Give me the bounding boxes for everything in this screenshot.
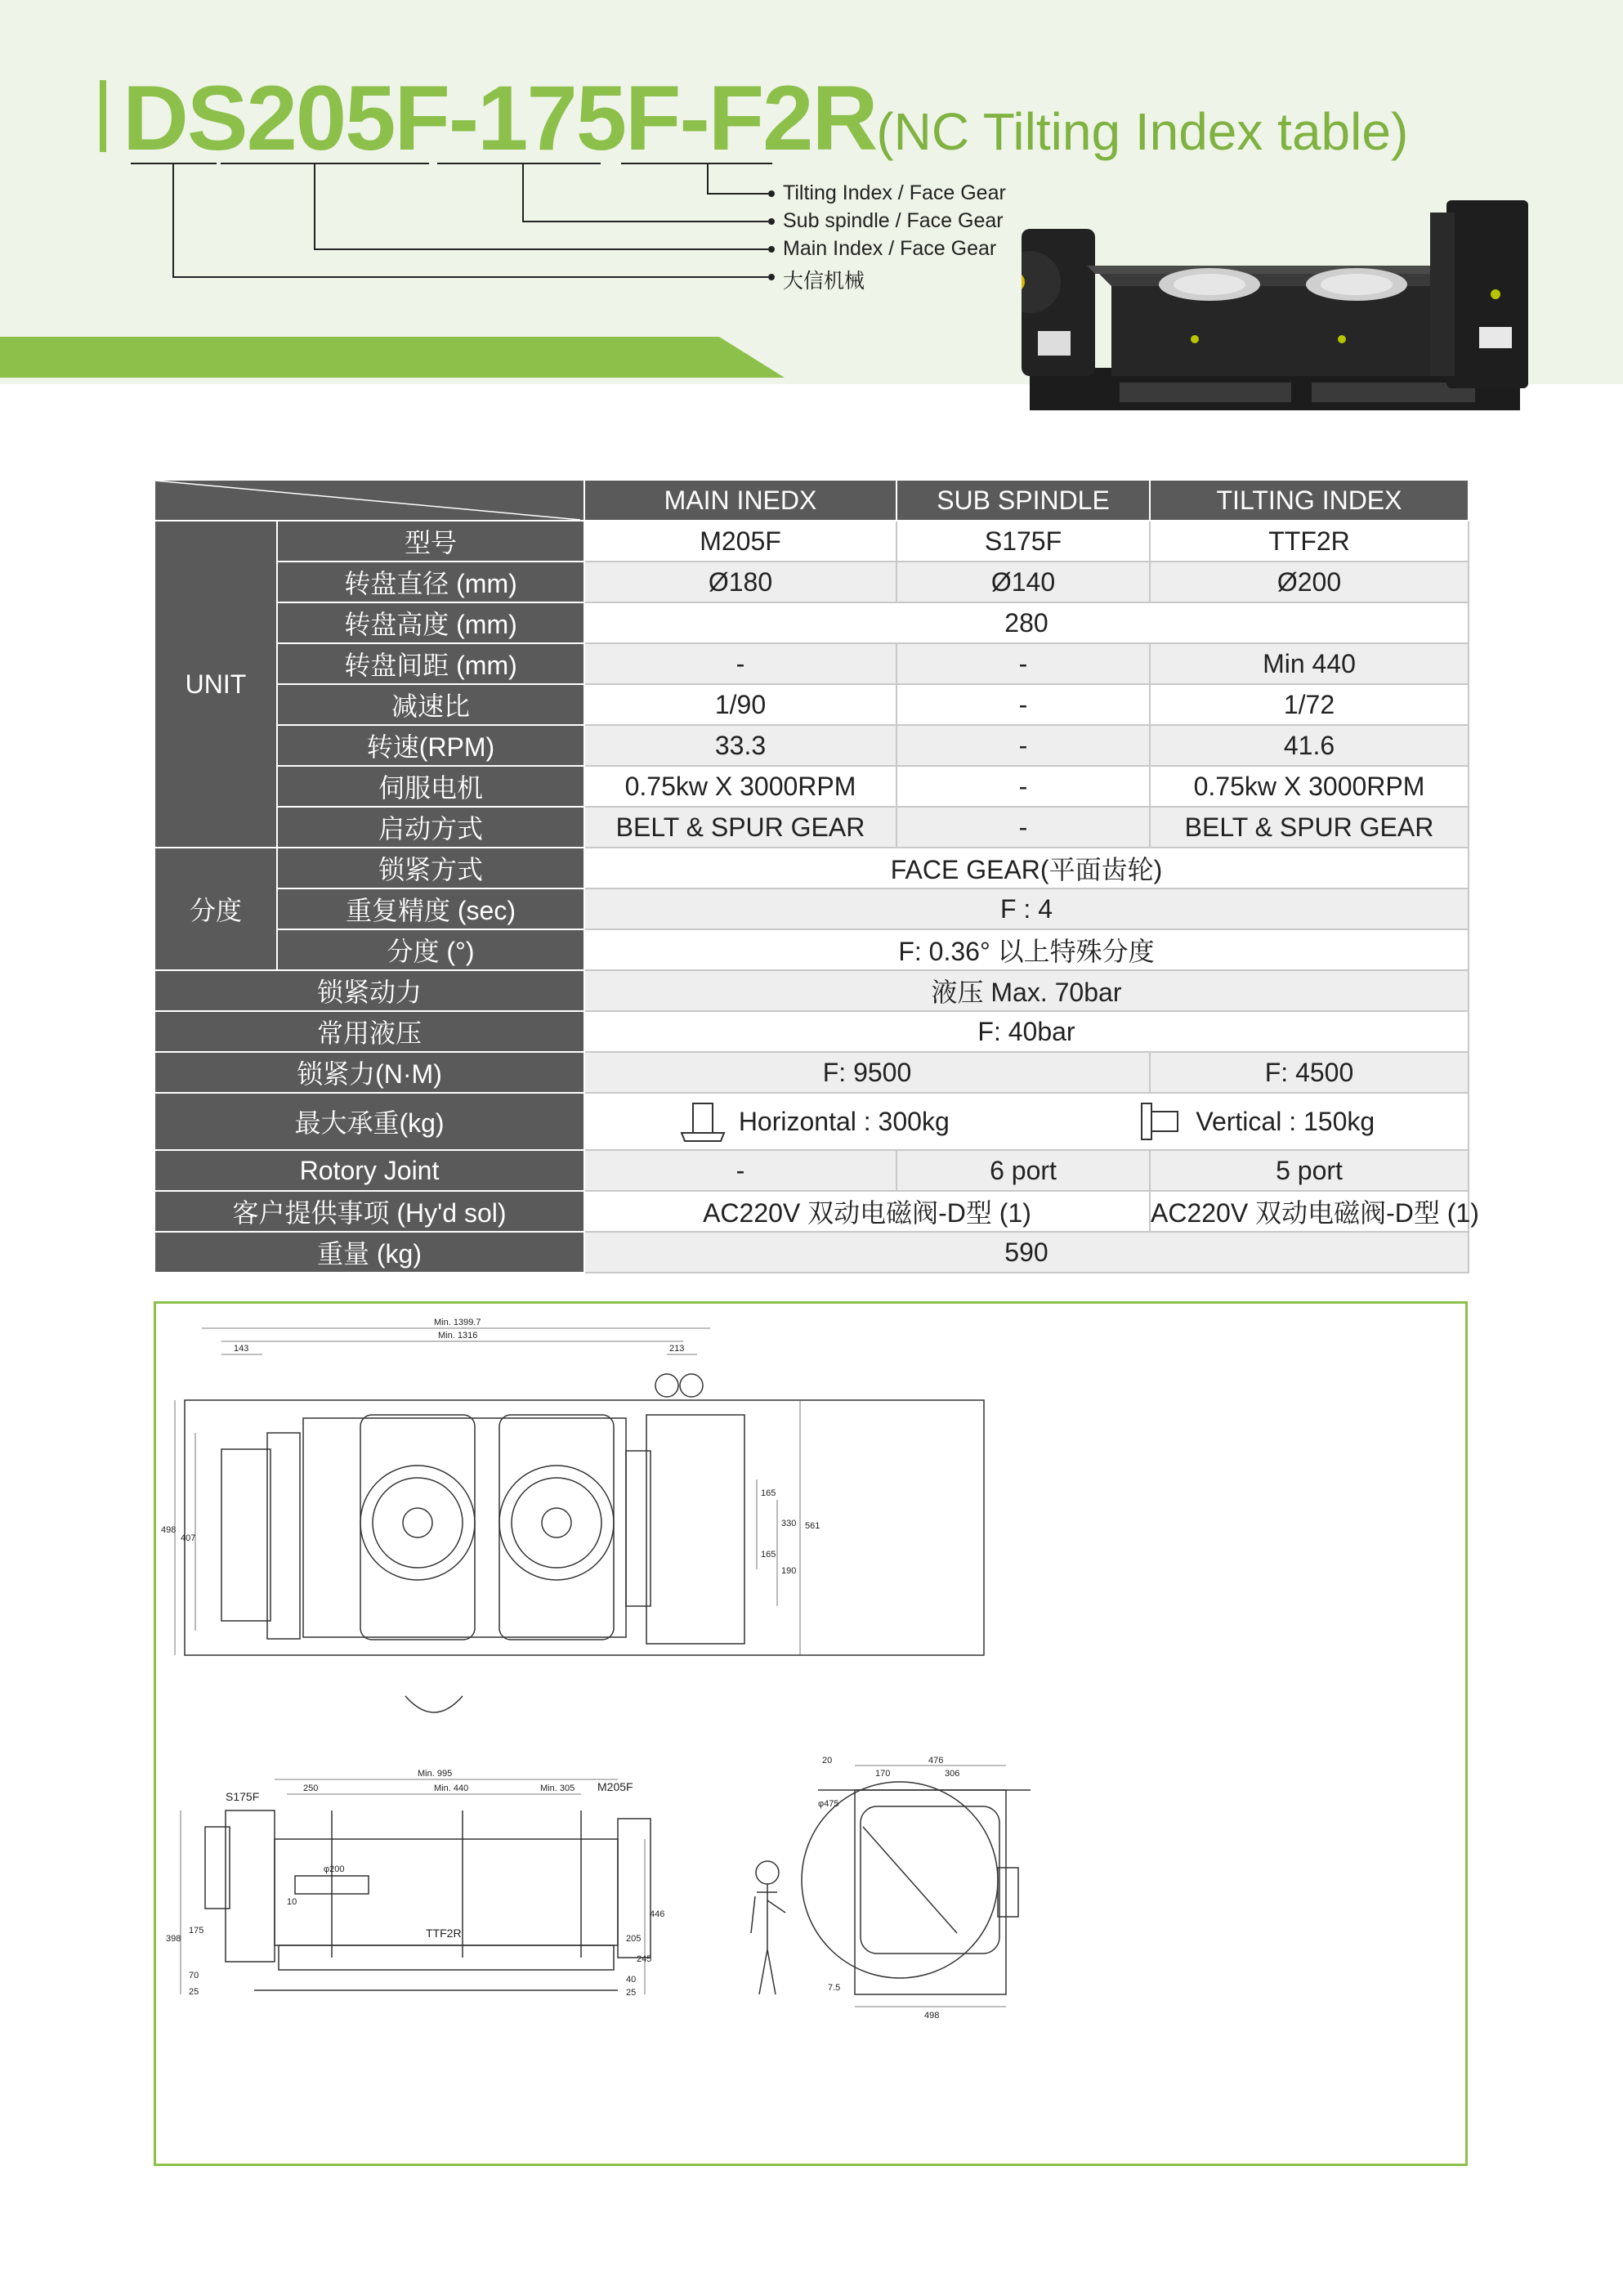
row-label: 重量 (kg) <box>154 1232 584 1273</box>
dim-label: 245 <box>637 1954 652 1964</box>
dim-label: 25 <box>626 1988 637 1998</box>
dim-label: 561 <box>805 1521 820 1531</box>
cell-tilt: AC220V 双动电磁阀-D型 (1) <box>1150 1191 1469 1232</box>
legend-main-index: Main Index / Face Gear <box>783 237 997 260</box>
cell-main: 0.75kw X 3000RPM <box>584 766 896 807</box>
row-label: 锁紧方式 <box>277 848 584 888</box>
cell-sub: - <box>896 807 1150 848</box>
dim-label: Min. 1399.7 <box>434 1318 481 1327</box>
row-label: 客户提供事项 (Hy'd sol) <box>154 1191 584 1232</box>
dim-label: 175 <box>189 1926 204 1936</box>
dim-label: 165 <box>761 1550 776 1560</box>
cell-main: - <box>584 643 896 684</box>
drawing-label: M205F <box>597 1780 633 1793</box>
cell-main: BELT & SPUR GEAR <box>584 807 896 848</box>
row-label: 转盘高度 (mm) <box>277 602 584 643</box>
cell-sub: - <box>896 643 1150 684</box>
row-label: 重复精度 (sec) <box>277 888 584 929</box>
corner-diagonal <box>155 481 580 520</box>
dim-label: Min. 995 <box>418 1769 453 1779</box>
cell-tilt: Ø200 <box>1150 562 1469 602</box>
cell-main: 33.3 <box>584 725 896 766</box>
dim-label: Min. 1316 <box>438 1331 478 1340</box>
technician-figure <box>751 1861 785 1994</box>
dim-label: 40 <box>626 1975 637 1985</box>
dim-label: 20 <box>822 1756 833 1766</box>
cell-main: 1/90 <box>584 684 896 725</box>
cell-sub: S175F <box>896 521 1150 562</box>
dim-label: 10 <box>287 1897 297 1907</box>
dim-label: Min. 440 <box>434 1784 469 1793</box>
horizontal-load-icon <box>678 1099 727 1144</box>
cell-tilt: F: 4500 <box>1150 1052 1469 1093</box>
dim-label: 498 <box>924 2011 940 2021</box>
row-label: 型号 <box>277 521 584 562</box>
dim-label: 70 <box>189 1971 199 1980</box>
cell-main: - <box>584 1150 896 1191</box>
legend-sub-spindle: Sub spindle / Face Gear <box>783 209 1004 232</box>
spec-table <box>154 479 1479 1273</box>
cell-merged: FACE GEAR(平面齿轮) <box>584 848 1469 888</box>
dim-label: 407 <box>181 1533 196 1543</box>
legend-tilting-index: Tilting Index / Face Gear <box>783 181 1006 204</box>
row-label: 锁紧动力 <box>154 970 584 1011</box>
row-label: 启动方式 <box>277 807 584 848</box>
product-image <box>1022 188 1545 425</box>
row-label: 常用液压 <box>154 1011 584 1052</box>
dim-label: 330 <box>781 1519 797 1528</box>
row-label: 锁紧力(N·M) <box>154 1052 584 1093</box>
cell-sub: Ø140 <box>896 562 1150 602</box>
row-label: 转速(RPM) <box>277 725 584 766</box>
cell-merged: 液压 Max. 70bar <box>584 970 1469 1011</box>
dim-label: φ475 <box>818 1799 839 1809</box>
cell-merged: F: 40bar <box>584 1011 1469 1052</box>
group-index: 分度 <box>154 848 277 970</box>
col-sub-spindle: SUB SPINDLE <box>896 480 1150 521</box>
cell-tilt: 5 port <box>1150 1150 1469 1191</box>
row-label: Rotory Joint <box>154 1150 584 1191</box>
front-view <box>205 1810 651 1990</box>
cell-merged: F : 4 <box>584 888 1469 929</box>
dim-label: 398 <box>166 1934 181 1944</box>
cell-tilt: 0.75kw X 3000RPM <box>1150 766 1469 807</box>
cell-tilt: BELT & SPUR GEAR <box>1150 807 1469 848</box>
model-subtitle: (NC Tilting Index table) <box>876 102 1409 161</box>
dim-label: φ200 <box>324 1864 345 1874</box>
dim-label: Min. 305 <box>540 1784 575 1793</box>
cell-main-sub: AC220V 双动电磁阀-D型 (1) <box>584 1191 1150 1232</box>
cell-merged: 280 <box>584 602 1469 643</box>
cell-sub: - <box>896 766 1150 807</box>
dim-label: 250 <box>303 1784 319 1793</box>
dim-label: 476 <box>928 1756 944 1766</box>
dim-label: 306 <box>945 1769 960 1779</box>
cell-sub: 6 port <box>896 1150 1150 1191</box>
cell-merged: 590 <box>584 1232 1469 1273</box>
row-label: 转盘间距 (mm) <box>277 643 584 684</box>
dim-label: 205 <box>626 1934 642 1944</box>
dim-label: 170 <box>875 1769 891 1779</box>
cell-max-load <box>584 1093 1469 1150</box>
drawing-canvas <box>156 1304 1465 2164</box>
dim-label: 25 <box>189 1987 199 1997</box>
col-main-index: MAIN INEDX <box>584 480 896 521</box>
cell-sub: - <box>896 725 1150 766</box>
side-view <box>802 1782 1031 1994</box>
group-unit: UNIT <box>154 521 277 848</box>
top-view <box>185 1374 984 1712</box>
row-label: 伺服电机 <box>277 766 584 807</box>
dim-label: 7.5 <box>828 1983 841 1993</box>
drawing-label: TTF2R <box>426 1927 462 1940</box>
col-tilting-index: TILTING INDEX <box>1150 480 1469 521</box>
dim-label: 165 <box>761 1488 776 1498</box>
header-corner <box>154 480 584 521</box>
dim-label: 213 <box>669 1344 685 1354</box>
cell-tilt: 1/72 <box>1150 684 1469 725</box>
legend-brand: 大信机械 <box>783 270 865 293</box>
technical-drawing <box>154 1301 1468 2166</box>
dimension-lines <box>175 1328 1006 2007</box>
row-label: 最大承重(kg) <box>154 1093 584 1150</box>
load-horizontal-text: Horizontal : 300kg <box>738 1106 950 1136</box>
cell-sub: - <box>896 684 1150 725</box>
cell-tilt: 41.6 <box>1150 725 1469 766</box>
dim-label: 190 <box>781 1566 797 1576</box>
cell-main: Ø180 <box>584 562 896 602</box>
row-label: 分度 (°) <box>277 929 584 970</box>
row-label: 减速比 <box>277 684 584 725</box>
dim-label: 446 <box>650 1909 665 1919</box>
load-vertical <box>1135 1099 1375 1144</box>
row-label: 转盘直径 (mm) <box>277 562 584 602</box>
vertical-load-icon <box>1135 1099 1184 1144</box>
cell-main-sub: F: 9500 <box>584 1052 1150 1093</box>
cell-tilt: TTF2R <box>1150 521 1469 562</box>
dim-label: 498 <box>161 1525 177 1535</box>
load-vertical-text: Vertical : 150kg <box>1196 1106 1375 1136</box>
drawing-label: S175F <box>226 1790 260 1803</box>
cell-tilt: Min 440 <box>1150 643 1469 684</box>
cell-merged: F: 0.36° 以上特殊分度 <box>584 929 1469 970</box>
dim-label: 143 <box>234 1344 249 1354</box>
cell-main: M205F <box>584 521 896 562</box>
load-horizontal <box>678 1099 950 1144</box>
model-name: DS205F-175F-F2R <box>123 67 877 169</box>
